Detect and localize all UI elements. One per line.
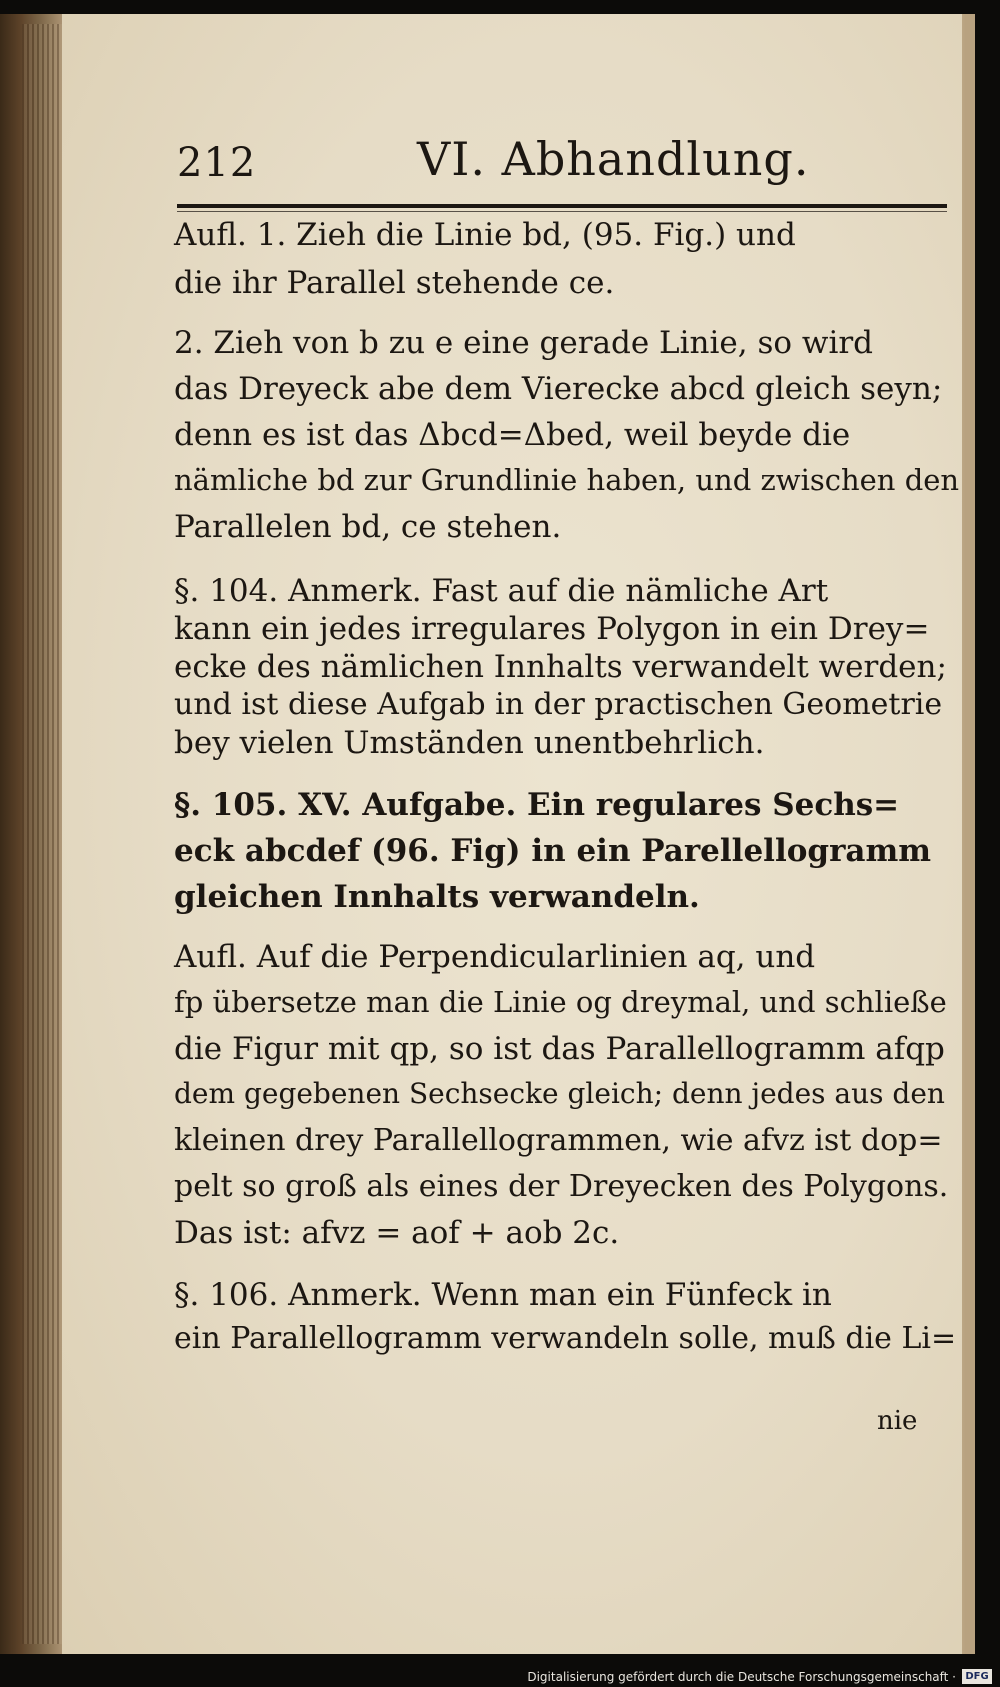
running-title: VI. Abhandlung. [417, 132, 810, 186]
header-rule-thin [177, 211, 947, 212]
catchword: nie [877, 1406, 918, 1436]
text-line: §. 104. Anmerk. Fast auf die nämliche Art [174, 573, 829, 609]
book-page [62, 14, 962, 1654]
text-line: gleichen Innhalts verwandeln. [174, 879, 700, 915]
text-line: das Dreyeck abe dem Vierecke abcd gleich seyn; [174, 371, 943, 407]
text-line: und ist diese Aufgab in der practischen Geometrie [174, 687, 943, 722]
text-line: Aufl. 1. Zieh die Linie bd, (95. Fig.) und [174, 217, 796, 253]
text-line: Das ist: afvz = aof + aob 2c. [174, 1215, 620, 1251]
text-line: ein Parallellogramm verwandeln solle, muß die Li= [174, 1321, 957, 1356]
digitization-footer [0, 1667, 1000, 1687]
text-line: die ihr Parallel stehende ce. [174, 265, 615, 301]
text-line: denn es ist das Δbcd=Δbed, weil beyde die [174, 417, 851, 453]
text-line: fp übersetze man die Linie og dreymal, und schließe [174, 985, 947, 1019]
footer-credit: Digitalisierung gefördert durch die Deutsche Forschungsgemeinschaft · [527, 1670, 956, 1684]
page-number: 212 [177, 140, 257, 186]
text-line: pelt so groß als eines der Dreyecken des Polygons. [174, 1169, 949, 1204]
dfg-logo-icon: DFG [962, 1669, 992, 1684]
text-line: ecke des nämlichen Innhalts verwandelt werden; [174, 649, 947, 685]
page-header [177, 132, 997, 192]
book-scan [0, 14, 975, 1654]
text-line: dem gegebenen Sechsecke gleich; denn jedes aus den [174, 1077, 945, 1110]
text-line: die Figur mit qp, so ist das Parallellogramm afqp [174, 1031, 945, 1067]
text-line: bey vielen Umständen unentbehrlich. [174, 725, 765, 761]
text-line: Parallelen bd, ce stehen. [174, 509, 562, 545]
header-rule [177, 204, 947, 208]
text-line: nämliche bd zur Grundlinie haben, und zwischen den [174, 463, 960, 497]
text-line: §. 106. Anmerk. Wenn man ein Fünfeck in [174, 1277, 832, 1313]
text-line: §. 105. XV. Aufgabe. Ein regulares Sechs= [174, 787, 900, 823]
text-line: kann ein jedes irregulares Polygon in ein Drey= [174, 611, 930, 647]
text-line: kleinen drey Parallellogrammen, wie afvz ist dop= [174, 1123, 943, 1158]
text-line: eck abcdef (96. Fig) in ein Parellellogramm [174, 833, 932, 869]
page-edges [22, 24, 64, 1644]
text-line: Aufl. Auf die Perpendicularlinien aq, und [174, 939, 816, 975]
text-line: 2. Zieh von b zu e eine gerade Linie, so wird [174, 325, 874, 361]
